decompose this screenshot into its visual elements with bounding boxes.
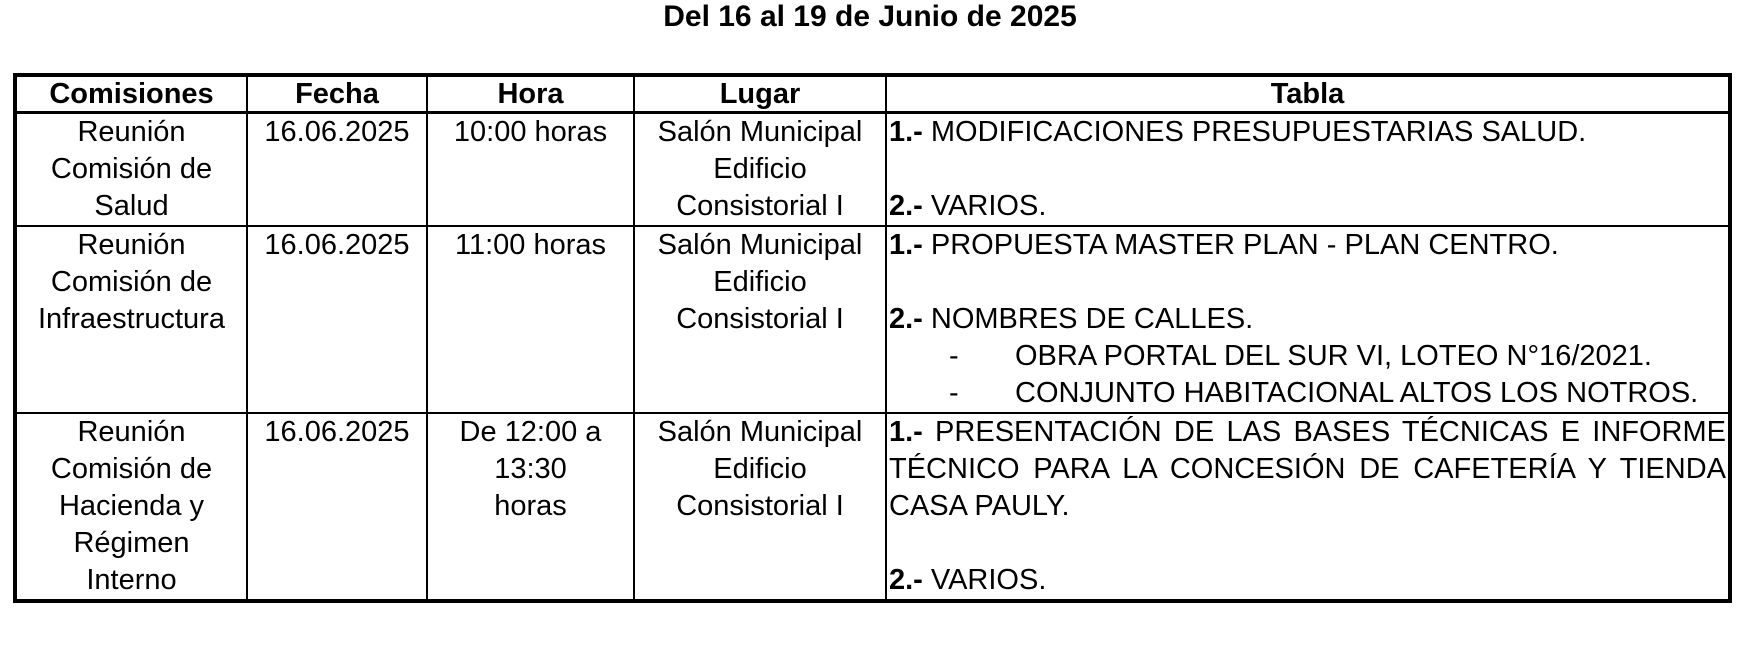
comision-line: Salud [94,190,169,222]
lugar-line: Edificio [713,453,807,485]
hora-line: 13:30 [494,453,567,485]
fecha-cell: 16.06.2025 [247,413,427,601]
tabla-cell [886,413,1730,601]
table-row [15,413,1730,601]
hora-cell [427,413,634,601]
document-title: Del 16 al 19 de Junio de 2025 [663,0,1077,33]
lugar-cell [634,113,886,227]
lugar-line: Consistorial I [676,303,844,335]
lugar-cell [634,413,886,601]
lugar-line: Consistorial I [676,490,844,522]
item-text: PRESENTACIÓN DE LAS BASES TÉCNICAS E INFORME TÉCNICO PARA LA CONCESIÓN DE CAFETERÍA Y TIENDA CASA PAULY. [889,416,1726,522]
item-text: PROPUESTA MASTER PLAN - PLAN CENTRO. [922,229,1559,261]
tabla-cell [886,113,1730,227]
agenda-item [889,562,1726,599]
comision-line: Reunión [77,416,186,448]
comision-line: Infraestructura [38,303,225,335]
subitem-text: OBRA PORTAL DEL SUR VI, LOTEO N°16/2021. [1015,340,1652,372]
item-number: 2.- [889,190,923,222]
item-number: 1.- [889,416,923,448]
subitem-dash: - [949,377,959,409]
hora-cell [427,226,634,413]
table-row [15,113,1730,227]
agenda-item [889,301,1726,338]
hora-line: De 12:00 a [459,416,602,448]
header-lugar: Lugar [634,75,886,113]
lugar-line: Salón Municipal [657,116,863,148]
item-number: 1.- [889,229,923,261]
lugar-cell [634,226,886,413]
tabla-cell [886,226,1730,413]
comision-line: Comisión de [50,266,213,298]
lugar-line: Consistorial I [676,190,844,222]
hora-line: horas [494,490,567,522]
comision-line: Interno [86,564,177,596]
item-text: NOMBRES DE CALLES. [922,303,1254,335]
comision-cell [15,113,247,227]
comision-line: Comisión de [50,153,213,185]
hora-line: 10:00 horas [453,116,608,148]
agenda-table [13,73,1732,603]
agenda-subitem [889,375,1726,412]
subitem-dash: - [949,340,959,372]
lugar-line: Salón Municipal [657,229,863,261]
item-text: VARIOS. [922,564,1047,596]
comision-cell [15,226,247,413]
comision-cell [15,413,247,601]
comision-line: Reunión [77,116,186,148]
hora-line: 11:00 horas [454,229,607,261]
agenda-item [889,188,1726,225]
item-number: 2.- [889,303,923,335]
comision-line: Reunión [77,229,186,261]
item-number: 2.- [889,564,923,596]
comision-line: Hacienda y [58,490,205,522]
agenda-item [889,227,1726,264]
header-tabla: Tabla [886,75,1730,113]
agenda-subitem [889,338,1726,375]
agenda-item [889,414,1726,525]
comision-line: Régimen [73,527,190,559]
item-text: VARIOS. [922,190,1047,222]
header-comisiones: Comisiones [15,75,247,113]
hora-cell [427,113,634,227]
lugar-line: Salón Municipal [657,416,863,448]
header-hora: Hora [427,75,634,113]
header-fecha: Fecha [247,75,427,113]
lugar-line: Edificio [713,266,807,298]
item-number: 1.- [889,116,923,148]
header-row [15,75,1730,113]
fecha-cell: 16.06.2025 [247,226,427,413]
fecha-cell: 16.06.2025 [247,113,427,227]
item-text: MODIFICACIONES PRESUPUESTARIAS SALUD. [922,116,1587,148]
lugar-line: Edificio [713,153,807,185]
subitem-text: CONJUNTO HABITACIONAL ALTOS LOS NOTROS. [1015,377,1699,409]
comision-line: Comisión de [50,453,213,485]
agenda-item [889,114,1726,151]
table-row [15,226,1730,413]
